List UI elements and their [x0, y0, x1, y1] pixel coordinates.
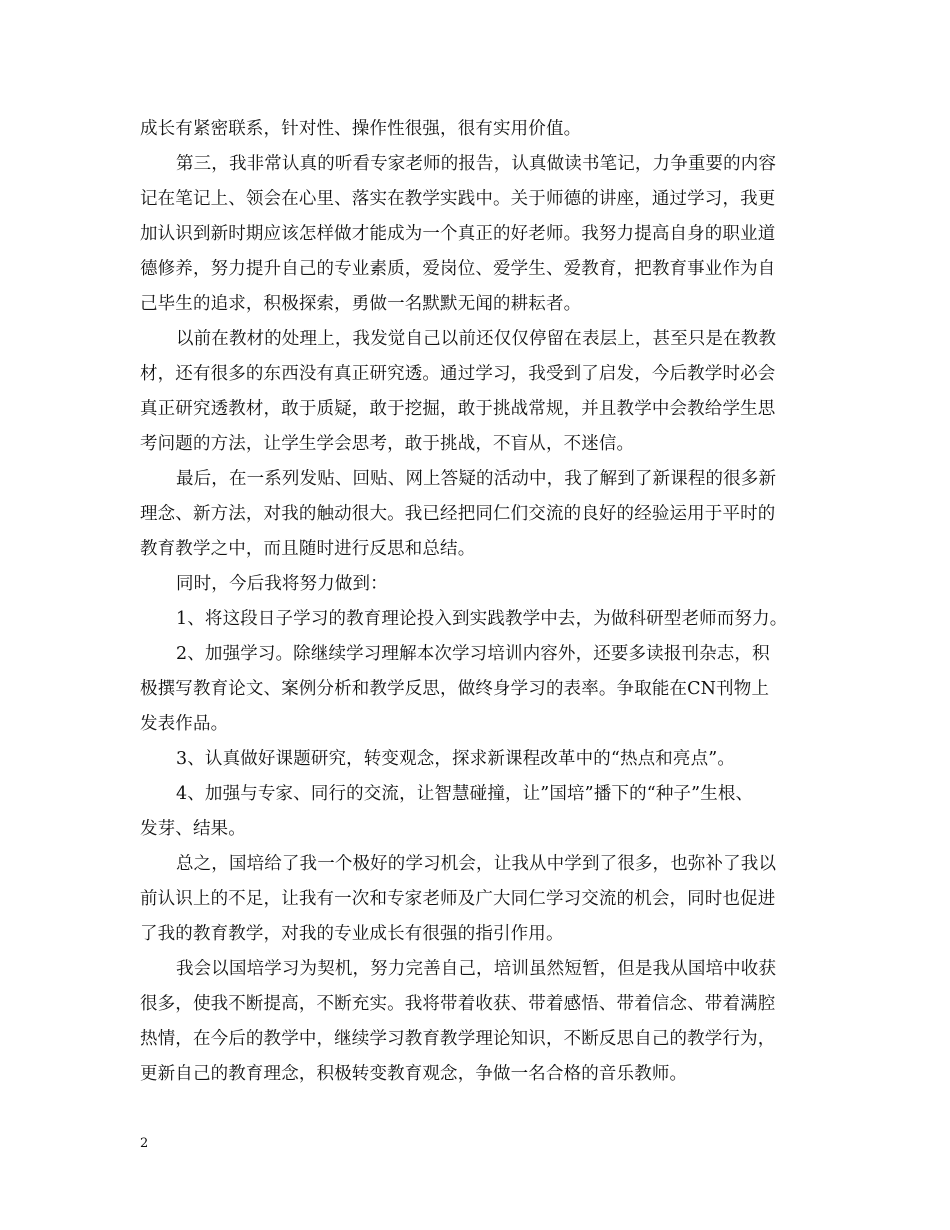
text-line: 同时，今后我将努力做到：	[176, 574, 388, 594]
text-line: 发表作品。	[140, 714, 229, 734]
text-line: 发芽、结果。	[140, 819, 246, 839]
text-line: 2、加强学习。除继续学习理解本次学习培训内容外，还要多读报刊杂志，积	[176, 644, 770, 664]
text-line: 很多，使我不断提高，不断充实。我将带着收获、带着感悟、带着信念、带着满腔	[140, 994, 776, 1014]
text-line: 极撰写教育论文、案例分析和教学反思，做终身学习的表率。争取能在CN刊物上	[140, 679, 770, 699]
text-line: 以前在教材的处理上，我发觉自己以前还仅仅停留在表层上，甚至只是在教教	[176, 329, 777, 349]
text-line: 最后，在一系列发贴、回贴、网上答疑的活动中，我了解到了新课程的很多新	[176, 469, 777, 489]
text-line: 第三，我非常认真的听看专家老师的报告，认真做读书笔记，力争重要的内容	[176, 154, 777, 174]
text-line: 4、加强与专家、同行的交流，让智慧碰撞，让”国培”播下的“种子”生根、	[176, 784, 754, 804]
page-number: 2	[140, 1136, 149, 1151]
body-text	[140, 112, 816, 1092]
text-line: 更新自己的教育理念，积极转变教育观念，争做一名合格的音乐教师。	[140, 1064, 688, 1084]
text-line: 记在笔记上、领会在心里、落实在教学实践中。关于师德的讲座，通过学习，我更	[140, 189, 776, 209]
text-line: 热情，在今后的教学中，继续学习教育教学理论知识，不断反思自己的教学行为，	[140, 1029, 776, 1049]
text-line: 真正研究透教材，敢于质疑，敢于挖掘，敢于挑战常规，并且教学中会教给学生思	[140, 399, 776, 419]
text-line: 理念、新方法，对我的触动很大。我已经把同仁们交流的良好的经验运用于平时的	[140, 504, 776, 524]
text-line: 教育教学之中，而且随时进行反思和总结。	[140, 539, 476, 559]
text-line: 德修养，努力提升自己的专业素质，爱岗位、爱学生、爱教育，把教育事业作为自	[140, 259, 776, 279]
text-line: 3、认真做好课题研究，转变观念，探求新课程改革中的“热点和亮点”。	[176, 749, 735, 769]
text-line: 总之，国培给了我一个极好的学习机会，让我从中学到了很多，也弥补了我以	[176, 854, 777, 874]
text-line: 成长有紧密联系，针对性、操作性很强，很有实用价值。	[140, 119, 582, 139]
text-line: 前认识上的不足，让我有一次和专家老师及广大同仁学习交流的机会，同时也促进	[140, 889, 776, 909]
text-line: 了我的教育教学，对我的专业成长有很强的指引作用。	[140, 924, 564, 944]
text-line: 我会以国培学习为契机，努力完善自己，培训虽然短暂，但是我从国培中收获	[176, 959, 777, 979]
text-line: 己毕生的追求，积极探索，勇做一名默默无闻的耕耘者。	[140, 294, 582, 314]
text-line: 加认识到新时期应该怎样做才能成为一个真正的好老师。我努力提高自身的职业道	[140, 224, 776, 244]
text-line: 考问题的方法，让学生学会思考，敢于挑战，不盲从，不迷信。	[140, 434, 635, 454]
text-line: 1、将这段日子学习的教育理论投入到实践教学中去，为做科研型老师而努力。	[176, 609, 788, 629]
text-line: 材，还有很多的东西没有真正研究透。通过学习，我受到了启发，今后教学时必会	[140, 364, 776, 384]
